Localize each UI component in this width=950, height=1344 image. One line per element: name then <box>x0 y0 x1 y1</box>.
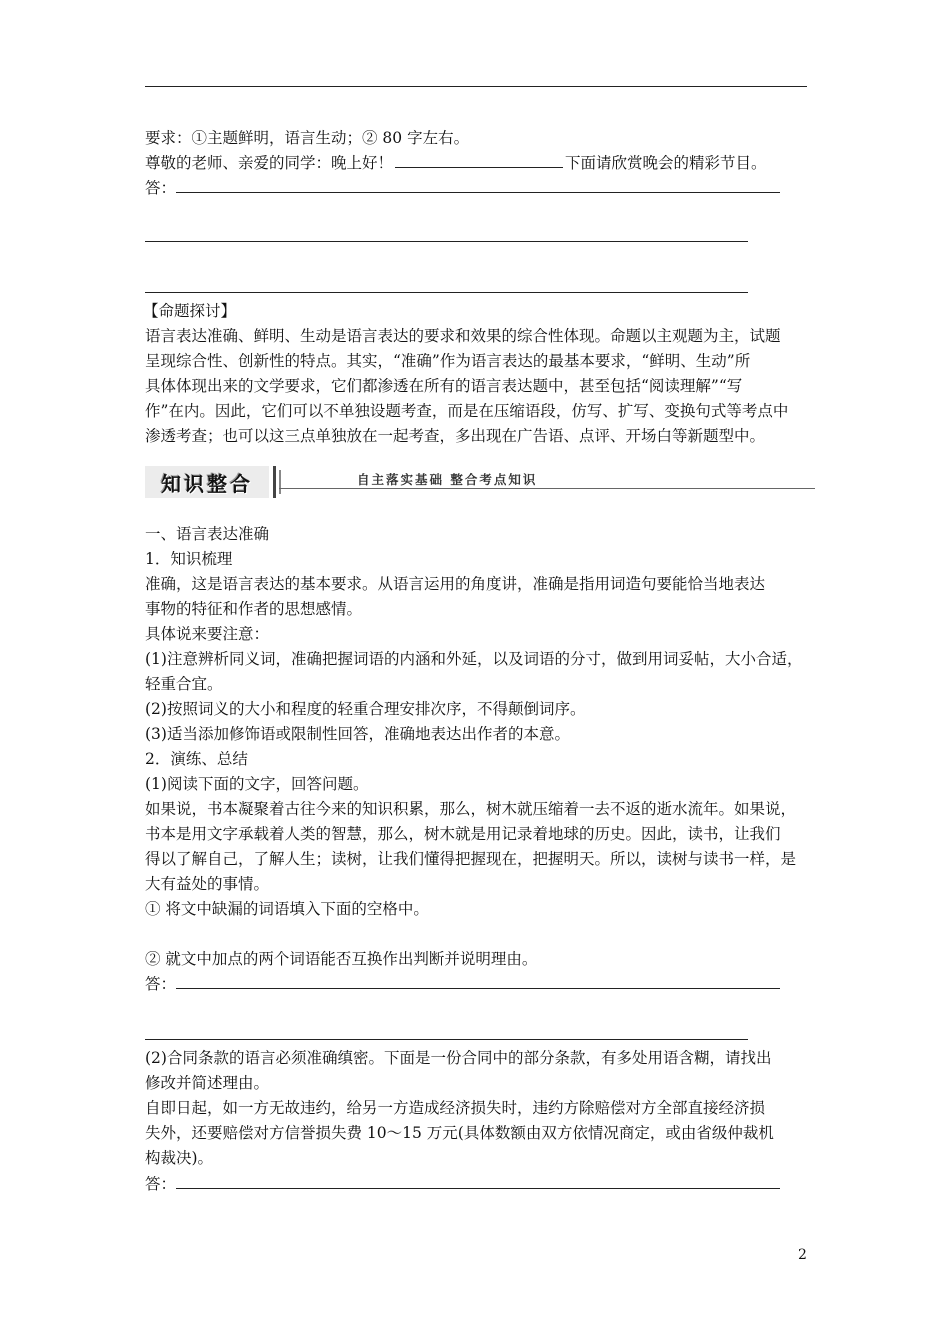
discussion-paragraph <box>145 324 813 449</box>
passage-line: 如果说，书本凝聚着古往今来的知识积累，那么，树木就压缩着一去不返的逝水流年。如果说， <box>145 800 797 818</box>
contract-line: 自即日起，如一方无故违约，给另一方造成经济损失时，违约方除赔偿对方全部直接经济损 <box>145 1099 766 1117</box>
contract-line: 构裁决)。 <box>145 1149 214 1167</box>
banner-bar-thin <box>279 470 281 494</box>
requirement-text: 要求：①主题鲜明，语言生动；② 80 字左右。 <box>145 129 470 147</box>
answer-label: 答： <box>145 1175 177 1193</box>
item-line: 轻重合宜。 <box>145 675 223 693</box>
section-1 <box>145 522 813 922</box>
discussion-line: 渗透考查；也可以这三点单独放在一起考查，多出现在广告语、点评、开场白等新题型中。 <box>145 427 766 445</box>
greeting-suffix: 下面请欣赏晚会的精彩节目。 <box>565 154 767 172</box>
answer-label: 答： <box>145 179 177 197</box>
contract-line: 失外，还要赔偿对方信誉损失费 10～15 万元(具体数额由双方依情况商定，或由省级仲裁机 <box>145 1124 774 1142</box>
question-title: (1)阅读下面的文字，回答问题。 <box>145 775 369 793</box>
discussion-line: 作”在内。因此，它们可以不单独设题考查，而是在压缩语段，仿写、扩写、变换句式等考点中 <box>145 402 789 420</box>
section-banner <box>145 466 815 500</box>
subsection-title: 1．知识梳理 <box>145 550 233 568</box>
answer-line[interactable] <box>176 178 780 193</box>
discussion-line: 具体体现出来的文学要求，它们都渗透在所有的语言表达题中，甚至包括“阅读理解”“写 <box>145 377 743 395</box>
question-2-line: 修改并简述理由。 <box>145 1074 270 1092</box>
top-rule <box>145 86 807 87</box>
question-a: ① 将文中缺漏的词语填入下面的空格中。 <box>145 900 429 918</box>
question-2 <box>145 1046 813 1171</box>
banner-title: 知识整合 <box>145 466 269 498</box>
answer-row-1 <box>145 176 780 198</box>
section-title: 一、语言表达准确 <box>145 525 270 543</box>
item-line: (3)适当添加修饰语或限制性回答，准确地表达出作者的本意。 <box>145 725 570 743</box>
item-line: (1)注意辨析同义词，准确把握词语的内涵和外延，以及词语的分寸，做到用词妥帖，大小合适， <box>145 650 803 668</box>
subsection-title: 2．演练、总结 <box>145 750 248 768</box>
answer-line-2[interactable] <box>145 241 748 242</box>
definition-line: 准确，这是语言表达的基本要求。从语言运用的角度讲，准确是指用词造句要能恰当地表达 <box>145 575 766 593</box>
banner-underline <box>279 488 815 489</box>
greeting-prefix: 尊敬的老师、亲爱的同学：晚上好！ <box>145 154 394 172</box>
discussion-title: 【命题探讨】 <box>143 302 237 320</box>
greeting-line <box>145 151 767 173</box>
question-b: ② 就文中加点的两个词语能否互换作出判断并说明理由。 <box>145 950 538 968</box>
note-line: 具体说来要注意： <box>145 625 270 643</box>
passage-line: 书本是用文字承载着人类的智慧，那么，树木就是用记录着地球的历史。因此，读书，让我们 <box>145 825 781 843</box>
answer-line[interactable] <box>176 974 780 989</box>
passage-line: 得以了解自己，了解人生；读树，让我们懂得把握现在，把握明天。所以，读树与读书一样，是 <box>145 850 797 868</box>
answer-line[interactable] <box>176 1174 780 1189</box>
passage-line: 大有益处的事情。 <box>145 875 270 893</box>
answer-label: 答： <box>145 975 177 993</box>
discussion-line: 语言表达准确、鲜明、生动是语言表达的要求和效果的综合性体现。命题以主观题为主，试题 <box>145 327 781 345</box>
answer-line-4[interactable] <box>145 1039 748 1040</box>
answer-line-3[interactable] <box>145 292 748 293</box>
discussion-line: 呈现综合性、创新性的特点。其实，“准确”作为语言表达的最基本要求，“鲜明、生动”所 <box>145 352 751 370</box>
answer-row-3 <box>145 1172 780 1194</box>
definition-line: 事物的特征和作者的思想感情。 <box>145 600 363 618</box>
greeting-blank[interactable] <box>395 153 563 168</box>
question-2-line: (2)合同条款的语言必须准确缜密。下面是一份合同中的部分条款，有多处用语含糊，请找出 <box>145 1049 772 1067</box>
banner-bar <box>273 466 276 498</box>
item-line: (2)按照词义的大小和程度的轻重合理安排次序，不得颠倒词序。 <box>145 700 586 718</box>
answer-row-2 <box>145 972 780 994</box>
banner-subtitle: 自主落实基础 整合考点知识 <box>357 472 538 487</box>
page-number: 2 <box>798 1247 807 1263</box>
